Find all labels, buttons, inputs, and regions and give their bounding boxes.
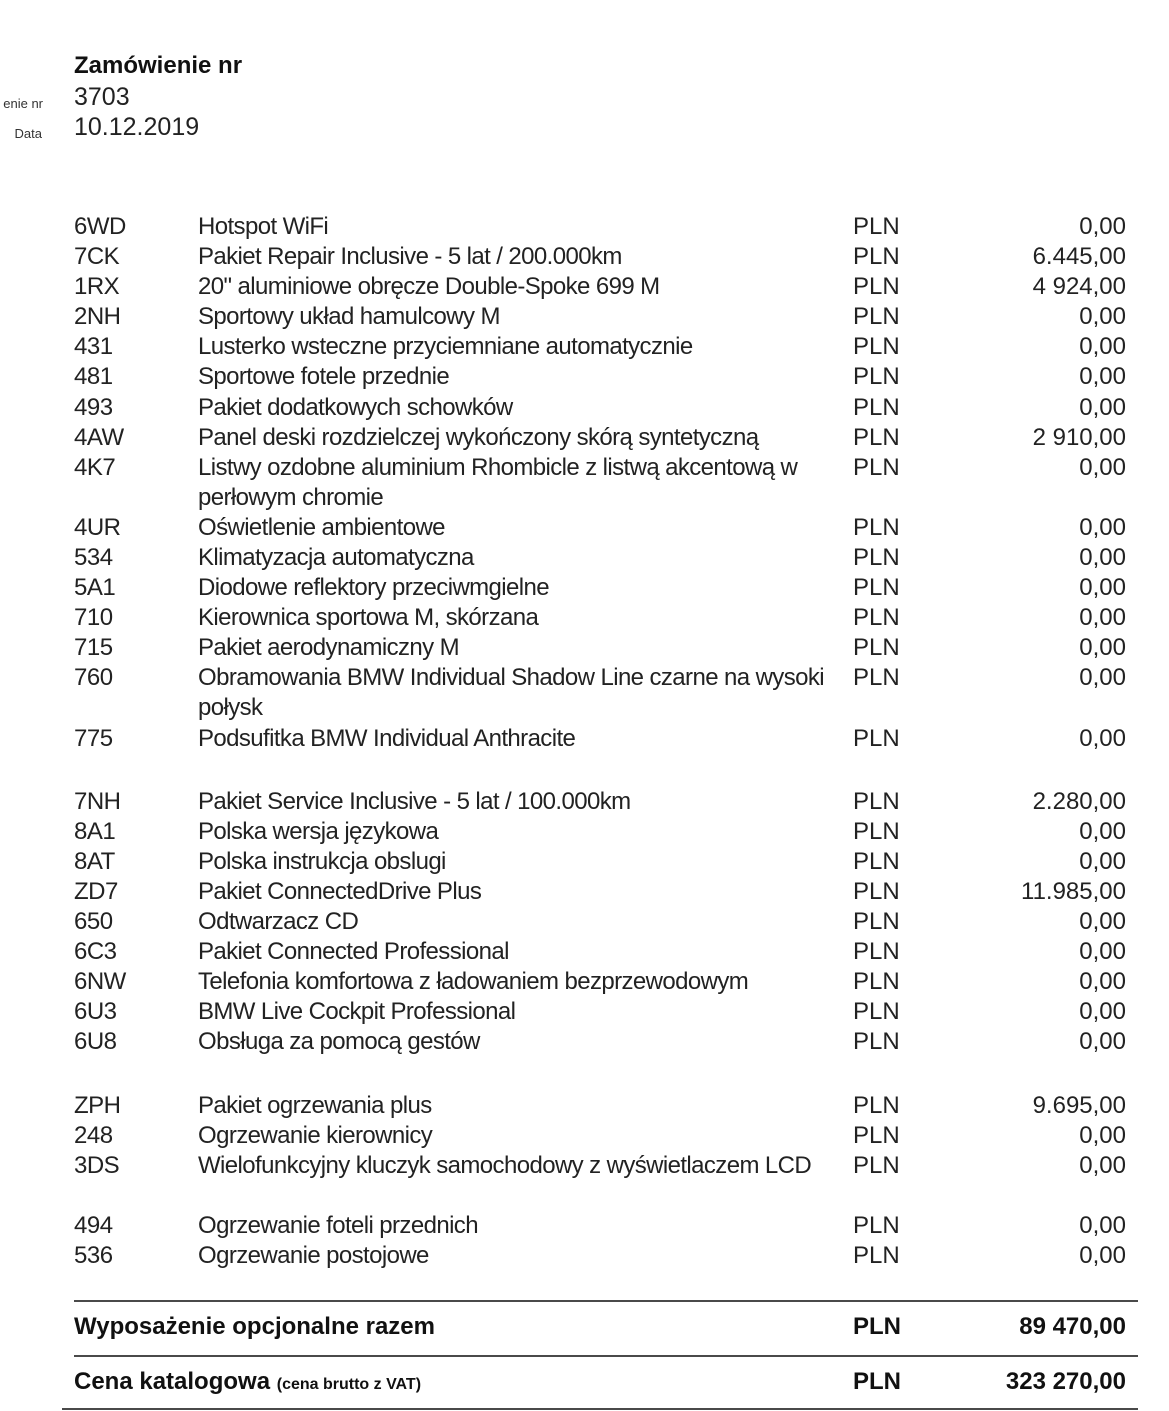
option-code: 7NH (74, 787, 121, 815)
option-amount: 0,00 (1079, 817, 1126, 845)
option-currency: PLN (853, 333, 900, 361)
option-amount: 0,00 (1079, 574, 1126, 602)
option-code: 4AW (74, 423, 124, 451)
option-amount: 0,00 (1079, 213, 1126, 240)
table-row (74, 787, 1134, 817)
option-description: Hotspot WiFi (198, 213, 329, 240)
option-currency: PLN (853, 998, 900, 1026)
option-currency: PLN (853, 1211, 900, 1239)
option-description: Pakiet Service Inclusive - 5 lat / 100.000km (198, 787, 631, 815)
option-amount: 0,00 (1079, 938, 1126, 966)
option-description: Pakiet ConnectedDrive Plus (198, 877, 482, 905)
option-currency: PLN (853, 877, 900, 905)
option-description: 20" aluminiowe obręcze Double-Spoke 699 M (198, 273, 660, 301)
option-code: 493 (74, 393, 113, 421)
option-code: 5A1 (74, 574, 116, 602)
option-amount: 0,00 (1079, 303, 1126, 331)
option-code: 8AT (74, 847, 115, 875)
option-description: Pakiet ogrzewania plus (198, 1091, 432, 1119)
divider (74, 1355, 1138, 1357)
catalog-price-amount: 323 270,00 (1005, 1368, 1126, 1395)
table-row (74, 633, 1134, 663)
option-description: Ogrzewanie postojowe (198, 1242, 429, 1269)
option-code: 2NH (74, 303, 121, 331)
catalog-price-row (74, 1368, 1134, 1408)
option-description: BMW Live Cockpit Professional (198, 998, 516, 1026)
option-currency: PLN (853, 634, 900, 662)
option-amount: 0,00 (1079, 847, 1126, 875)
option-amount: 2.280,00 (1032, 787, 1126, 815)
option-currency: PLN (853, 604, 900, 632)
table-row (74, 1121, 1134, 1151)
option-amount: 0,00 (1079, 634, 1126, 662)
table-row (74, 362, 1134, 392)
table-row (74, 997, 1134, 1027)
option-amount: 0,00 (1079, 998, 1126, 1026)
table-row (74, 272, 1134, 302)
option-code: 760 (74, 664, 113, 692)
option-amount: 2 910,00 (1032, 423, 1126, 451)
order-number-label: enie nr (3, 96, 43, 111)
options-total-label: Wyposażenie opcjonalne razem (74, 1313, 435, 1340)
option-description: Obsługa za pomocą gestów (198, 1028, 480, 1056)
option-description: Pakiet dodatkowych schowków (198, 393, 513, 421)
option-description: Sportowe fotele przednie (198, 363, 450, 391)
table-row (74, 453, 1134, 513)
option-code: 431 (74, 333, 113, 361)
option-description: Listwy ozdobne aluminium Rhombicle z listwą akcentową w perłowym chromie (198, 453, 798, 511)
option-amount: 0,00 (1079, 664, 1126, 692)
option-currency: PLN (853, 817, 900, 845)
catalog-price-label-wrap (74, 1368, 421, 1396)
option-description: Telefonia komfortowa z ładowaniem bezprzewodowym (198, 968, 749, 996)
option-currency: PLN (853, 1028, 900, 1056)
catalog-price-currency: PLN (853, 1368, 901, 1395)
option-currency: PLN (853, 1121, 900, 1149)
option-currency: PLN (853, 1151, 900, 1179)
options-total-currency: PLN (853, 1313, 901, 1340)
order-number: 3703 (74, 83, 130, 111)
option-amount: 0,00 (1079, 393, 1126, 421)
option-code: 6C3 (74, 938, 117, 966)
option-description: Polska instrukcja obslugi (198, 847, 446, 875)
table-row (74, 967, 1134, 997)
option-code: 536 (74, 1242, 113, 1269)
option-description: Pakiet Connected Professional (198, 938, 509, 966)
table-row (74, 603, 1134, 633)
option-amount: 0,00 (1079, 968, 1126, 996)
option-amount: 0,00 (1079, 1028, 1126, 1056)
option-description: Lusterko wsteczne przyciemniane automatycznie (198, 333, 693, 361)
option-currency: PLN (853, 574, 900, 602)
table-row (74, 513, 1134, 543)
table-row (74, 543, 1134, 573)
option-description: Ogrzewanie foteli przednich (198, 1211, 478, 1239)
option-code: 6WD (74, 213, 126, 240)
option-code: 481 (74, 363, 113, 391)
table-row (74, 423, 1134, 453)
option-description: Podsufitka BMW Individual Anthracite (198, 724, 576, 752)
table-row (74, 1151, 1134, 1211)
option-amount: 0,00 (1079, 604, 1126, 632)
option-amount: 0,00 (1079, 513, 1126, 541)
option-currency: PLN (853, 393, 900, 421)
option-code: ZD7 (74, 877, 118, 905)
table-row (74, 817, 1134, 847)
table-row (74, 663, 1134, 723)
option-amount: 0,00 (1079, 363, 1126, 391)
option-description: Diodowe reflektory przeciwmgielne (198, 574, 550, 602)
option-description: Panel deski rozdzielczej wykończony skórą syntetyczną (198, 423, 759, 451)
table-row (74, 724, 1134, 754)
option-currency: PLN (853, 303, 900, 331)
option-currency: PLN (853, 908, 900, 936)
option-currency: PLN (853, 968, 900, 996)
table-row (74, 242, 1134, 272)
table-row (74, 937, 1134, 967)
option-amount: 9.695,00 (1032, 1091, 1126, 1119)
option-currency: PLN (853, 1242, 900, 1269)
option-code: 4UR (74, 513, 121, 541)
option-amount: 11.985,00 (1021, 877, 1126, 905)
option-currency: PLN (853, 453, 900, 481)
option-description: Odtwarzacz CD (198, 908, 359, 936)
option-code: ZPH (74, 1091, 121, 1119)
group-gap (74, 754, 1134, 787)
option-amount: 0,00 (1079, 544, 1126, 572)
table-row (74, 1241, 1134, 1271)
table-row (74, 393, 1134, 423)
option-code: 775 (74, 724, 113, 752)
option-currency: PLN (853, 787, 900, 815)
option-code: 248 (74, 1121, 113, 1149)
option-currency: PLN (853, 1091, 900, 1119)
option-description: Polska wersja językowa (198, 817, 439, 845)
option-amount: 0,00 (1079, 908, 1126, 936)
option-currency: PLN (853, 213, 900, 240)
table-row (74, 847, 1134, 877)
table-row (74, 573, 1134, 603)
options-total-amount: 89 470,00 (1019, 1313, 1126, 1340)
option-currency: PLN (853, 423, 900, 451)
table-row (74, 877, 1134, 907)
option-currency: PLN (853, 724, 900, 752)
option-amount: 0,00 (1079, 1151, 1126, 1179)
option-code: 6NW (74, 968, 126, 996)
option-code: 1RX (74, 273, 120, 301)
option-currency: PLN (853, 544, 900, 572)
option-amount: 4 924,00 (1032, 273, 1126, 301)
option-code: 6U8 (74, 1028, 117, 1056)
option-code: 715 (74, 634, 113, 662)
date-label: Data (14, 126, 42, 141)
table-row (74, 1027, 1134, 1057)
divider (62, 1408, 1138, 1410)
option-currency: PLN (853, 363, 900, 391)
option-code: 7CK (74, 243, 120, 271)
option-code: 650 (74, 908, 113, 936)
table-row (74, 1091, 1134, 1121)
table-row (74, 302, 1134, 332)
divider (74, 1300, 1138, 1302)
option-code: 6U3 (74, 998, 117, 1026)
option-currency: PLN (853, 273, 900, 301)
option-description: Pakiet Repair Inclusive - 5 lat / 200.000km (198, 243, 622, 271)
table-row (74, 907, 1134, 937)
option-description: Wielofunkcyjny kluczyk samochodowy z wyświetlaczem LCD (198, 1151, 812, 1179)
option-currency: PLN (853, 513, 900, 541)
option-description: Ogrzewanie kierownicy (198, 1121, 433, 1149)
option-currency: PLN (853, 847, 900, 875)
options-total-row (74, 1313, 1134, 1353)
table-row (74, 212, 1134, 242)
option-currency: PLN (853, 664, 900, 692)
group-gap (74, 1058, 1134, 1091)
page-title: Zamówienie nr (74, 52, 243, 79)
option-description: Obramowania BMW Individual Shadow Line czarne na wysoki połysk (198, 664, 824, 722)
option-amount: 6.445,00 (1032, 243, 1126, 271)
option-code: 494 (74, 1211, 113, 1239)
option-amount: 0,00 (1079, 724, 1126, 752)
table-row (74, 332, 1134, 362)
option-amount: 0,00 (1079, 1121, 1126, 1149)
order-date: 10.12.2019 (74, 113, 200, 141)
option-code: 4K7 (74, 453, 116, 481)
option-description: Sportowy układ hamulcowy M (198, 303, 500, 331)
option-description: Kierownica sportowa M, skórzana (198, 604, 539, 632)
option-amount: 0,00 (1079, 453, 1126, 481)
option-description: Oświetlenie ambientowe (198, 513, 445, 541)
option-amount: 0,00 (1079, 1211, 1126, 1239)
option-code: 8A1 (74, 817, 116, 845)
catalog-price-label: Cena katalogowa (74, 1368, 271, 1395)
option-code: 534 (74, 544, 113, 572)
option-description: Pakiet aerodynamiczny M (198, 634, 459, 662)
option-code: 710 (74, 604, 113, 632)
catalog-price-sublabel: (cena brutto z VAT) (276, 1376, 422, 1393)
option-description: Klimatyzacja automatyczna (198, 544, 474, 572)
option-code: 3DS (74, 1151, 120, 1179)
option-currency: PLN (853, 938, 900, 966)
option-currency: PLN (853, 243, 900, 271)
table-row (74, 1211, 1134, 1241)
option-amount: 0,00 (1079, 1242, 1126, 1269)
options-table (74, 212, 1134, 1271)
option-amount: 0,00 (1079, 333, 1126, 361)
